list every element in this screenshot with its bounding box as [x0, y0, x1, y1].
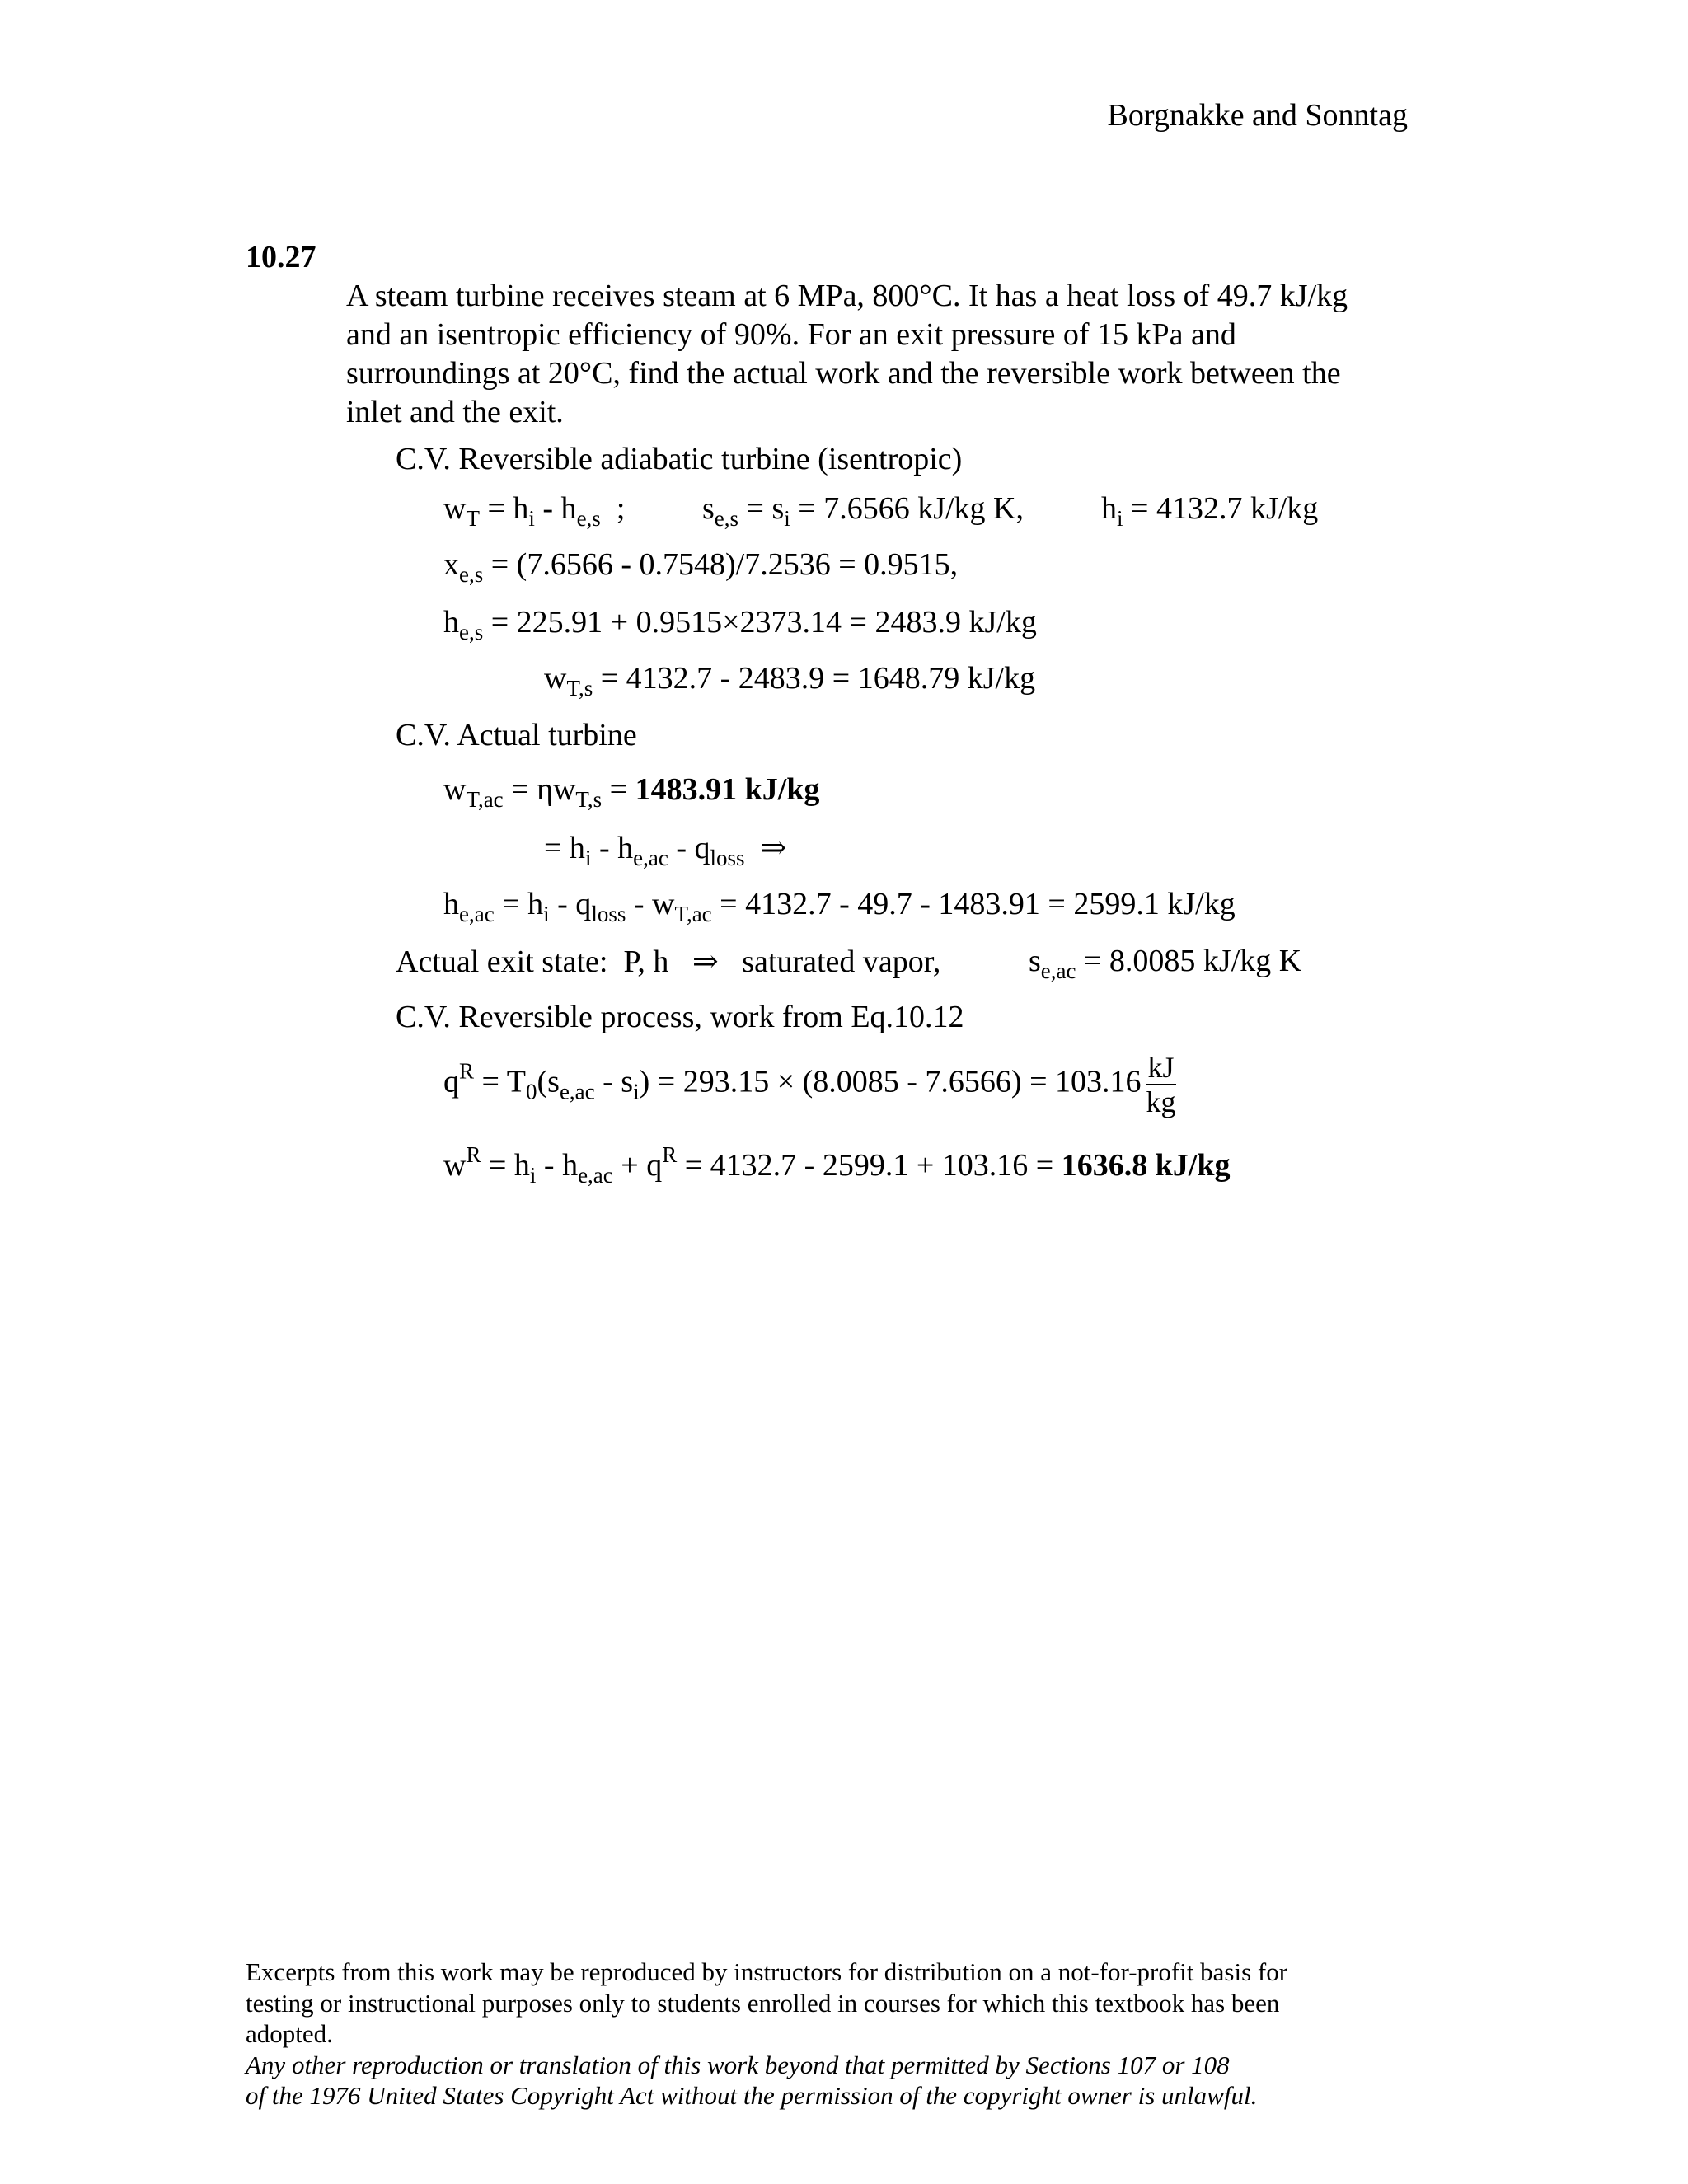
equation-reversible-work: $w^R = h_i - h_{e,ac} + q^R = 4132.7 - 2599.1 + 103.16 = 1636.8$ kJ/kg — [443, 1142, 1231, 1188]
statement-line: surroundings at 20°C, find the actual work and the reversible work between the — [346, 356, 1341, 391]
equation-quality: $x_{e,s} = (7.6566 - 0.7548)/7.2536 = 0.9515$, — [443, 547, 959, 587]
equation-actual-exit-enthalpy: $h_{e,ac} = h_i - q_{loss} - w_{T,ac} = 4132.7 - 49.7 - 1483.91 = 2599.1$ kJ/kg — [443, 887, 1236, 926]
cv-reversible-title: C.V. Reversible process, work from Eq.10.12 — [396, 1000, 964, 1034]
problem-statement — [346, 277, 1451, 432]
statement-line: A steam turbine receives steam at 6 MPa, 800°C. It has a heat loss of 49.7 kJ/kg — [346, 279, 1348, 313]
unit-fraction: $\frac{kJ}{kg}$ — [1146, 1051, 1176, 1118]
equation-entropy-inlet: $s_{e,s} = s_i = 7.6566$ kJ/kg K, — [702, 491, 1024, 531]
statement-line: and an isentropic efficiency of 90%. For an exit pressure of 15 kPa and — [346, 317, 1236, 352]
page-header: Borgnakke and Sonntag — [1107, 98, 1408, 133]
equation-reversible-heat: $q^R = T_0(s_{e,ac} - s_i) = 293.15 \times (8.0085 - 7.6566) = 103.16$ $\frac{kJ}{kg}$ — [443, 1051, 1176, 1118]
equation-actual-work: $w_{T,ac} = \eta w_{T,s} = 1483.91$ kJ/kg — [443, 772, 820, 812]
actual-exit-state: Actual exit state: P, h ⇒ saturated vapor, — [396, 944, 941, 979]
equation-enthalpy-inlet: $h_i = 4132.7$ kJ/kg — [1101, 491, 1319, 531]
copyright-footer: Excerpts from this work may be reproduced by instructors for distribution on a not-for-profit basis for testing or instructional purposes only to students enrolled in courses for which this textbook has been adopted. Any other reproduction or translation of this work beyond that permitted by Sections 107 or 108 of the 1976 United States Copyright Act without the permission of the copyright owner is unlawful. — [246, 1957, 1288, 2110]
reversible-work-result: 1636.8 kJ/kg — [1061, 1148, 1231, 1183]
cv-actual-title: C.V. Actual turbine — [396, 718, 637, 752]
equation-exit-enthalpy-isentropic: $h_{e,s} = 225.91 + 0.9515\times 2373.14 = 2483.9$ kJ/kg — [443, 605, 1037, 644]
equation-exit-entropy: $s_{e,ac} = 8.0085$ kJ/kg K — [1029, 944, 1302, 983]
equation-energy-balance: = $h_i - h_{e,ac} - q_{loss}$ ⇒ — [544, 831, 787, 870]
equation-isentropic-work: $w_{T,s} = 4132.7 - 2483.9 = 1648.79$ kJ/kg — [544, 661, 1036, 701]
equation-turbine-work: $w_T = h_i - h_{e,s}$ ; — [443, 491, 626, 531]
problem-number: 10.27 — [246, 240, 316, 274]
statement-line: inlet and the exit. — [346, 395, 564, 429]
cv-isentropic-title: C.V. Reversible adiabatic turbine (isentropic) — [396, 442, 963, 476]
actual-work-result: 1483.91 kJ/kg — [635, 772, 820, 807]
